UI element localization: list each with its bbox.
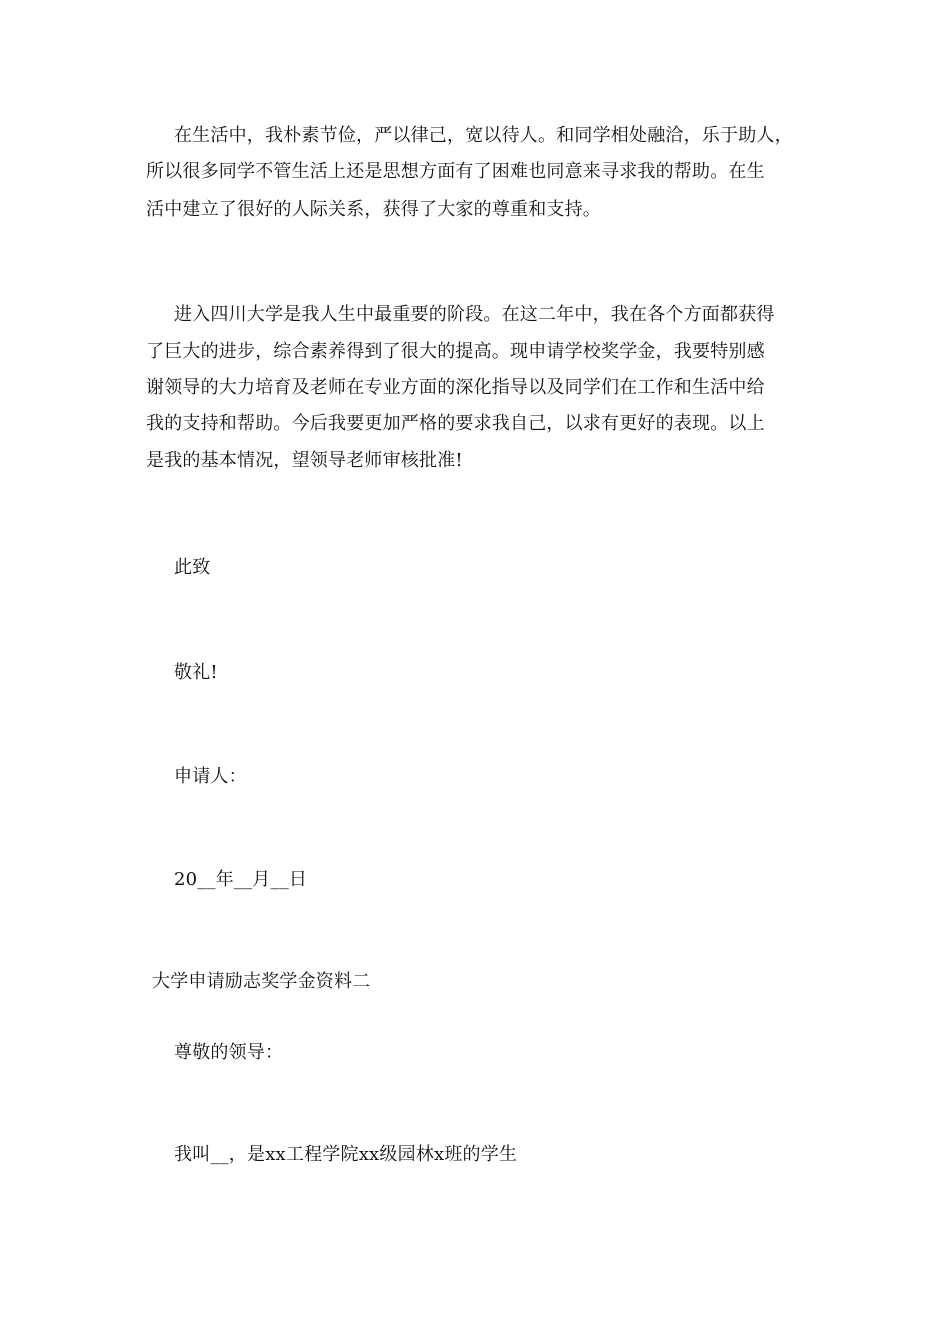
closing-jing-li: 敬礼! (174, 662, 218, 683)
paragraph2-line-5: 是我的基本情况，望领导老师审核批准! (146, 450, 463, 471)
paragraph2-line-3: 谢领导的大力培育及老师在专业方面的深化指导以及同学们在工作和生活中给 (146, 377, 765, 398)
paragraph2-line-4: 我的支持和帮助。今后我要更加严格的要求我自己，以求有更好的表现。以上 (146, 413, 765, 434)
section2-intro: 我叫__，是xx工程学院xx级园林x班的学生 (174, 1144, 518, 1165)
section2-title: 大学申请励志奖学金资料二 (152, 971, 371, 992)
closing-ci-zhi: 此致 (174, 557, 211, 578)
paragraph1-line-2: 所以很多同学不管生活上还是思想方面有了困难也同意来寻求我的帮助。在生 (146, 161, 765, 182)
date-line: 20__年__月__日 (174, 869, 308, 890)
paragraph2-line-1: 进入四川大学是我人生中最重要的阶段。在这二年中，我在各个方面都获得 (174, 304, 775, 325)
section2-greeting: 尊敬的领导： (174, 1042, 284, 1063)
paragraph1-line-3: 活中建立了很好的人际关系，获得了大家的尊重和支持。 (146, 199, 601, 220)
paragraph2-line-2: 了巨大的进步，综合素养得到了很大的提高。现申请学校奖学金，我要特别感 (146, 341, 765, 362)
applicant-label: 申请人： (174, 766, 247, 787)
paragraph1-line-1: 在生活中，我朴素节俭，严以律己，宽以待人。和同学相处融洽，乐于助人， (174, 125, 793, 146)
